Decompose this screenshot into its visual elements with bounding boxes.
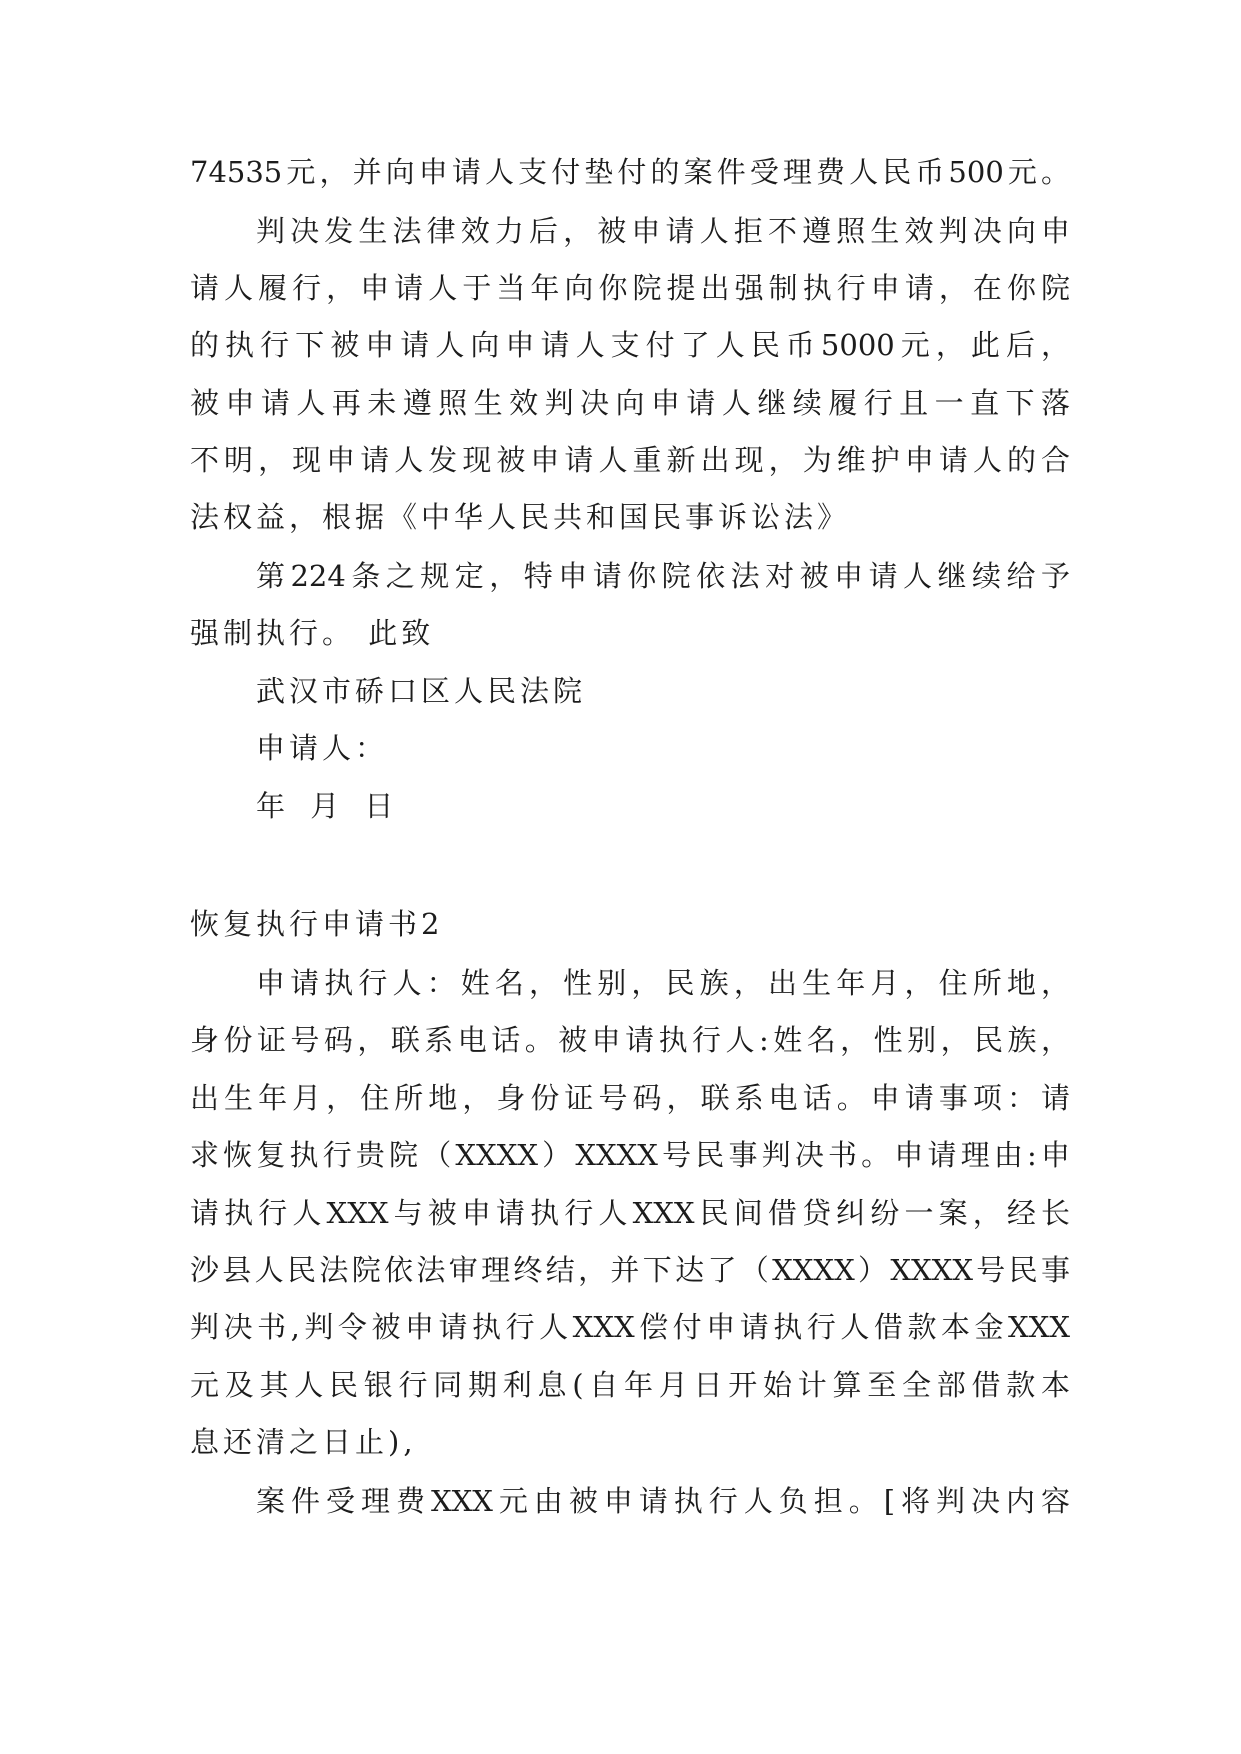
text-line: 申请执行人：姓名，性别，民族，出生年月，住所地，: [256, 966, 1070, 1000]
text-line: 强制执行。 此致: [190, 616, 435, 650]
text-line: 74535元，并向申请人支付垫付的案件受理费人民币500元。: [190, 155, 1070, 189]
text-line: 身份证号码，联系电话。被申请执行人:姓名，性别，民族，: [190, 1023, 1070, 1057]
date-line: 年 月 日: [256, 789, 402, 823]
text-line: 判决发生法律效力后，被申请人拒不遵照生效判决向申: [256, 214, 1070, 248]
text-line: 第224条之规定，特申请你院依法对被申请人继续给予: [256, 559, 1070, 593]
text-line: 出生年月，住所地，身份证号码，联系电话。申请事项：请: [190, 1081, 1070, 1115]
section-title: 恢复执行申请书2: [190, 907, 444, 941]
text-line: 被申请人再未遵照生效判决向申请人继续履行且一直下落: [190, 386, 1070, 420]
text-line: 案件受理费XXX元由被申请执行人负担。[将判决内容: [256, 1484, 1070, 1518]
applicant-signature-label: 申请人：: [256, 731, 389, 765]
text-line: 法权益，根据《中华人民共和国民事诉讼法》: [190, 500, 851, 534]
text-line: 请人履行，申请人于当年向你院提出强制执行申请，在你院: [190, 271, 1070, 305]
text-line: 元及其人民银行同期利息(自年月日开始计算至全部借款本: [190, 1368, 1070, 1402]
text-line: 的执行下被申请人向申请人支付了人民币5000元，此后，: [190, 328, 1070, 362]
court-name: 武汉市硚口区人民法院: [256, 674, 587, 708]
text-line: 请执行人XXX与被申请执行人XXX民间借贷纠纷一案，经长: [190, 1196, 1070, 1230]
text-line: 判决书,判令被申请执行人XXX偿付申请执行人借款本金XXX: [190, 1310, 1070, 1344]
text-line: 不明，现申请人发现被申请人重新出现，为维护申请人的合: [190, 443, 1070, 477]
text-line: 求恢复执行贵院（XXXX）XXXX号民事判决书。申请理由:申: [190, 1138, 1070, 1172]
text-line: 沙县人民法院依法审理终结，并下达了（XXXX）XXXX号民事: [190, 1253, 1070, 1287]
text-line: 息还清之日止),: [190, 1425, 417, 1459]
